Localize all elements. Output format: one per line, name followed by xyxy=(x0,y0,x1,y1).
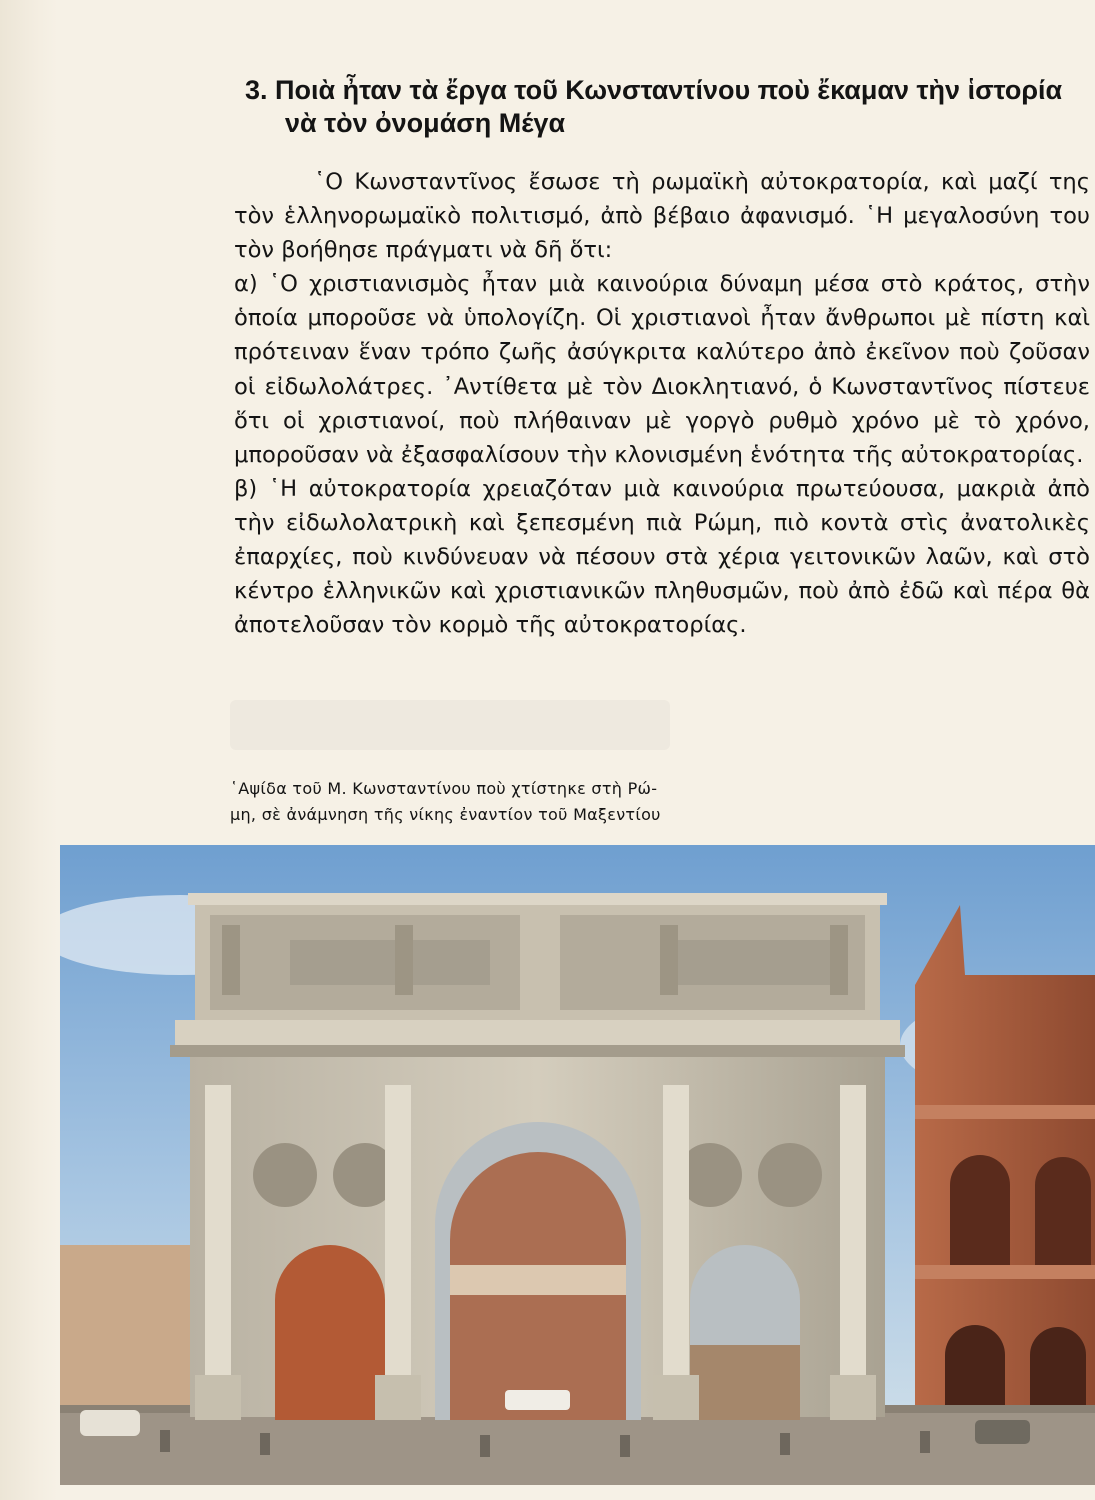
section-heading xyxy=(245,74,1095,140)
paragraph-intro: ῾Ο Κωνσταντῖνος ἔσωσε τὴ ρωμαϊκὴ αὐτοκρατορία, καὶ μαζί της τὸν ἑλληνορωμαϊκὸ πολιτισμό, ἀπὸ βέβαιο ἀφανισμό. ῾Η μεγαλοσύνη του τὸν βοήθησε πράγματι νὰ δῆ ὅτι: xyxy=(234,169,1090,264)
parked-car xyxy=(975,1420,1030,1444)
bus xyxy=(505,1390,570,1410)
colosseum xyxy=(915,905,1095,1425)
arch-photo-illustration xyxy=(60,845,1095,1485)
bleed-through-shadow xyxy=(230,700,670,750)
photo-caption xyxy=(230,776,790,828)
parked-car xyxy=(80,1410,140,1436)
section-heading-line-2: νὰ τὸν ὀνομάση Μέγα xyxy=(285,108,566,138)
arch-of-constantine-photo xyxy=(60,845,1095,1485)
photo-caption-line-1: ῾Αψίδα τοῦ Μ. Κωνσταντίνου ποὺ χτίστηκε στὴ Ρώ- xyxy=(230,779,658,798)
arch-of-constantine xyxy=(170,893,905,1420)
background-building xyxy=(60,1245,200,1415)
section-heading-line-1: 3. Ποιὰ ἦταν τὰ ἔργα τοῦ Κωνσταντίνου ποὺ ἔκαμαν τὴν ἱστορία xyxy=(245,75,1063,105)
page-gutter xyxy=(0,0,58,1500)
paragraph-a: α) ῾Ο χριστιανισμὸς ἦταν μιὰ καινούρια δύναμη μέσα στὸ κράτος, στὴν ὁποία μποροῦσε νὰ ὑπολογίζη. Οἱ χριστιανοὶ ἦταν ἄνθρωποι μὲ πίστη καὶ πρότειναν ἕναν τρόπο ζωῆς ἀσύγκριτα καλύτερο ἀπὸ ἐκεῖνον ποὺ ζοῦσαν οἱ εἰδωλολάτρες. ᾿Αντίθετα μὲ τὸν Διοκλητιανό, ὁ Κωνσταντῖνος πίστευε ὅτι οἱ χριστιανοί, ποὺ πλήθαιναν μὲ γοργὸ ρυθμὸ χρόνο μὲ τὸ χρόνο, μποροῦσαν νὰ ἐξασφαλίσουν τὴν κλονισμένη ἑνότητα τῆς αὐτοκρατορίας. xyxy=(234,271,1090,468)
body-text xyxy=(234,165,1090,642)
photo-caption-line-2: μη, σὲ ἀνάμνηση τῆς νίκης ἐναντίον τοῦ Μαξεντίου xyxy=(230,805,661,824)
paragraph-b: β) ῾Η αὐτοκρατορία χρειαζόταν μιὰ καινούρια πρωτεύουσα, μακριὰ ἀπὸ τὴν εἰδωλολατρικὴ καὶ ξεπεσμένη πιὰ Ρώμη, πιὸ κοντὰ στὶς ἀνατολικὲς ἐπαρχίες, ποὺ κινδύνευαν νὰ πέσουν στὰ χέρια γειτονικῶν λαῶν, καὶ στὸ κέντρο ἑλληνικῶν καὶ χριστιανικῶν πληθυσμῶν, ποὺ ἀπὸ ἐδῶ καὶ πέρα θὰ ἀποτελοῦσαν τὸν κορμὸ τῆς αὐτοκρατορίας. xyxy=(234,475,1090,639)
